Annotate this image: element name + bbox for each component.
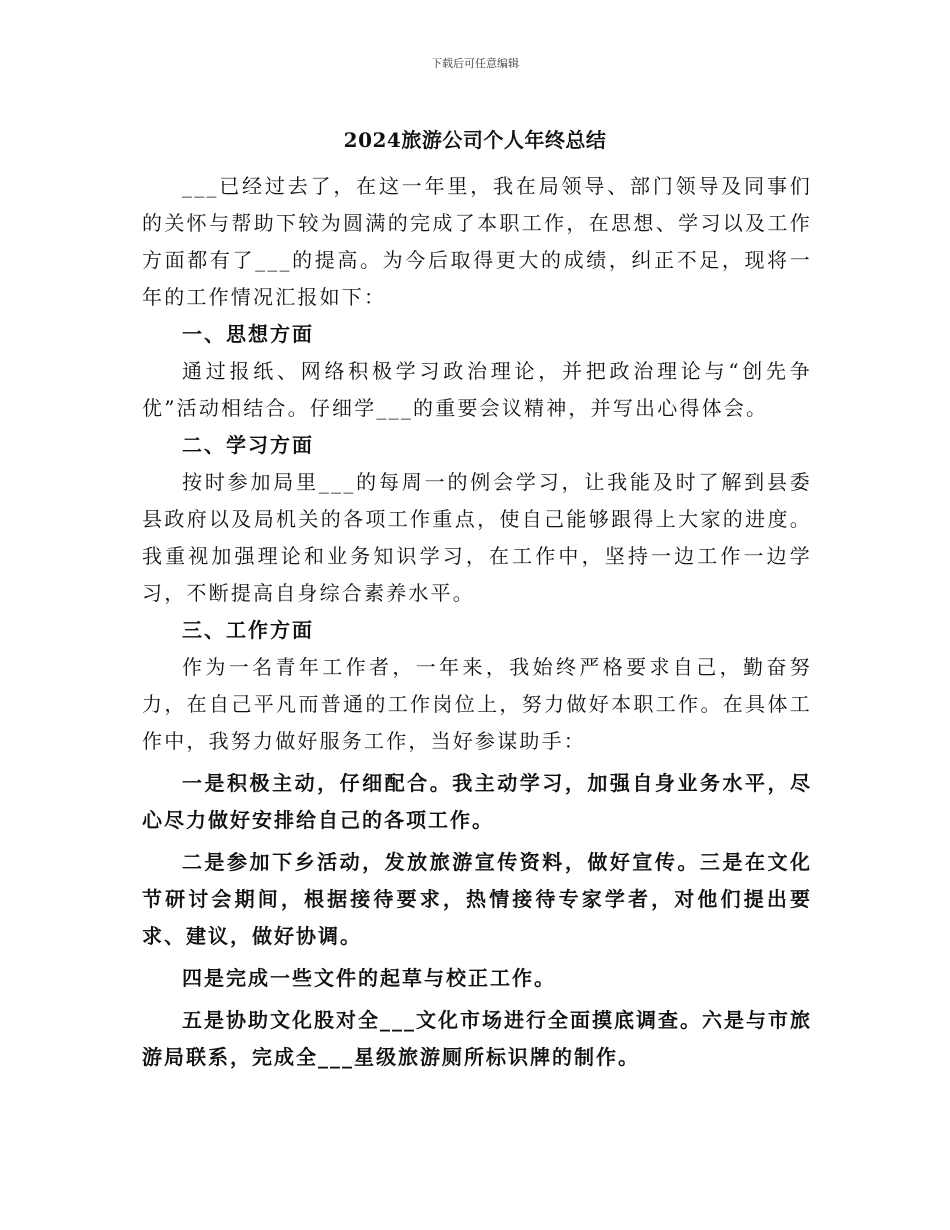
intro-paragraph: ___已经过去了，在这一年里，我在局领导、部门领导及同事们的关怀与帮助下较为圆满的完成了本职工作，在思想、学习以及工作方面都有了___的提高。为今后取得更大的成绩，纠正不足，现将一年的工作情况汇报如下： bbox=[142, 174, 812, 309]
paragraph-study: 按时参加局里___的每周一的例会学习，让我能及时了解到县委县政府以及局机关的各项工作重点，使自己能够跟得上大家的进度。我重视加强理论和业务知识学习，在工作中，坚持一边工作一边学习，不断提高自身综合素养水平。 bbox=[142, 470, 812, 605]
header-note: 下载后可任意编辑 bbox=[431, 57, 519, 70]
paragraph-work: 作为一名青年工作者，一年来，我始终严格要求自己，勤奋努力，在自己平凡而普通的工作岗位上，努力做好本职工作。在具体工作中，我努力做好服务工作，当好参谋助手： bbox=[142, 655, 812, 753]
work-item-1: 一是积极主动，仔细配合。我主动学习，加强自身业务水平，尽心尽力做好安排给自己的各项工作。 bbox=[142, 771, 812, 832]
work-item-4: 四是完成一些文件的起草与校正工作。 bbox=[182, 966, 556, 990]
section-heading-study: 二、学习方面 bbox=[182, 433, 314, 457]
section-heading-thought: 一、思想方面 bbox=[182, 322, 314, 346]
document-title: 2024旅游公司个人年终总结 bbox=[343, 128, 607, 152]
work-item-5-6: 五是协助文化股对全___文化市场进行全面摸底调查。六是与市旅游局联系，完成全___星级旅游厕所标识牌的制作。 bbox=[142, 1008, 812, 1069]
section-heading-work: 三、工作方面 bbox=[182, 618, 314, 642]
work-item-2-3: 二是参加下乡活动，发放旅游宣传资料，做好宣传。三是在文化节研讨会期间，根据接待要求，热情接待专家学者，对他们提出要求、建议，做好协调。 bbox=[142, 850, 812, 948]
document-body bbox=[142, 168, 812, 1076]
paragraph-thought: 通过报纸、网络积极学习政治理论，并把政治理论与“创先争优”活动相结合。仔细学___的重要会议精神，并写出心得体会。 bbox=[142, 359, 812, 420]
